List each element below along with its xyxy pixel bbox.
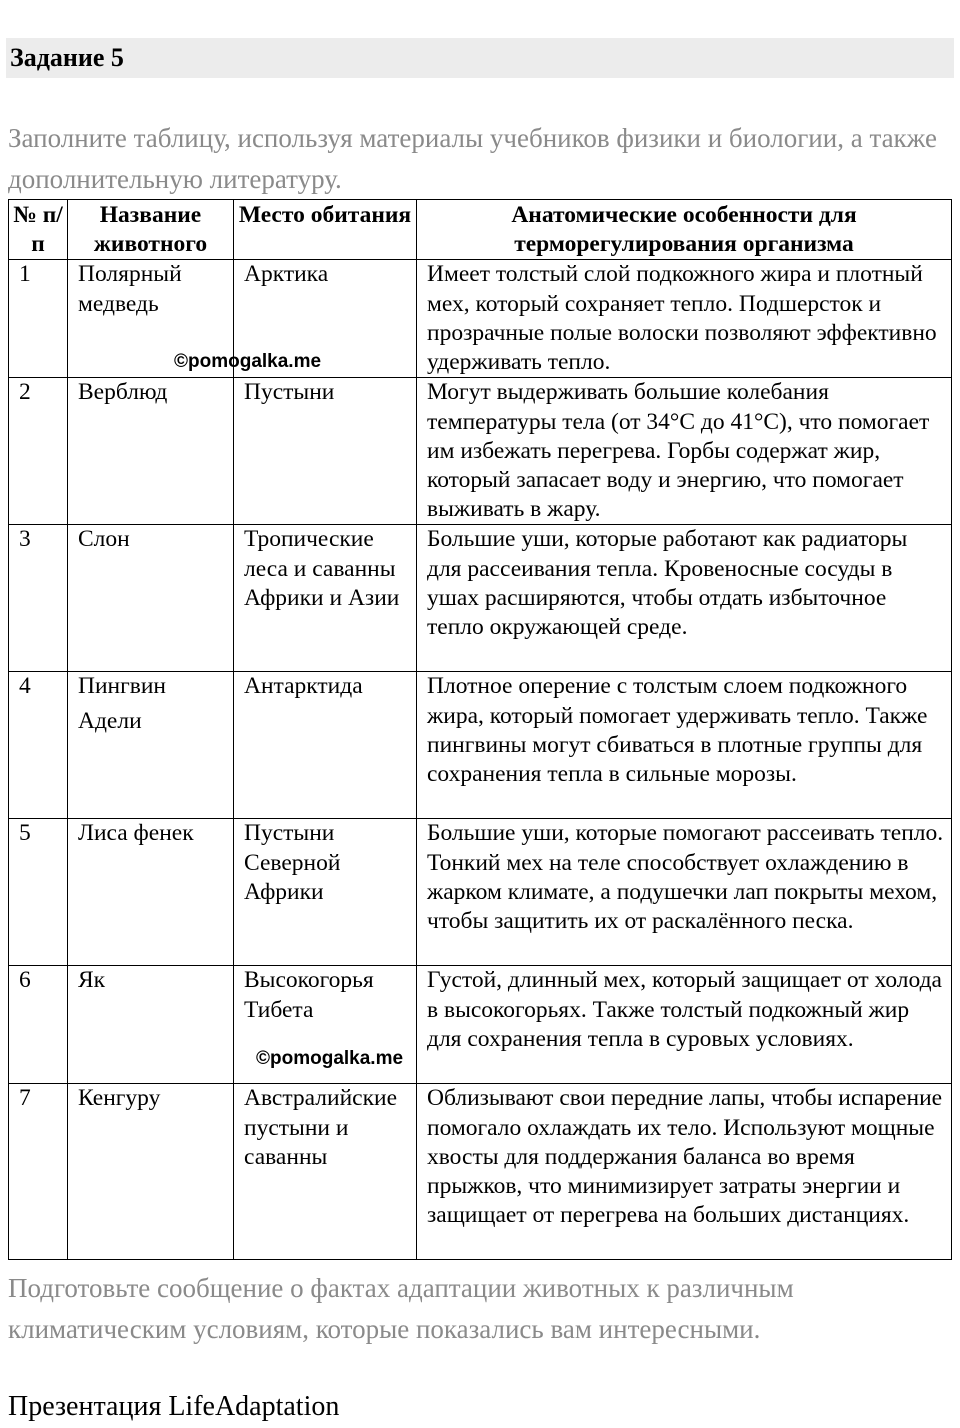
animals-table [8, 199, 952, 1260]
table-row [9, 525, 952, 672]
habitat: Пустыни Северной Африки [234, 819, 417, 966]
table-row [9, 260, 952, 378]
task-title: Задание 5 [10, 43, 124, 72]
watermark: ©pomogalka.me [174, 351, 322, 372]
habitat: Тропические леса и саванны Африки и Азии [234, 525, 417, 672]
animal-name [68, 672, 234, 819]
row-num: 7 [9, 1084, 68, 1260]
header-features: Анатомические особенности для терморегулирования организма [417, 200, 952, 260]
table-row [9, 966, 952, 1084]
header-name: Название животного [68, 200, 234, 260]
table-row [9, 672, 952, 819]
row-num: 3 [9, 525, 68, 672]
animal-name: Кенгуру [68, 1084, 234, 1260]
animal-name-line1: Пингвин [78, 673, 167, 700]
header-num: № п/п [9, 200, 68, 260]
row-num: 6 [9, 966, 68, 1084]
table-header-row [9, 200, 952, 260]
habitat: Антарктида [234, 672, 417, 819]
features: Облизывают свои передние лапы, чтобы испарение помогало охлаждать их тело. Используют мощные хвосты для поддержания баланса во время прыжков, что минимизирует затраты энергии и защищает от перегрева на больших дистанциях. [417, 1084, 952, 1260]
table-row [9, 1084, 952, 1260]
animal-name: Як [68, 966, 234, 1084]
animal-name-line2: Адели [78, 707, 142, 734]
table-row [9, 378, 952, 525]
features: Большие уши, которые помогают рассеивать тепло. Тонкий мех на теле способствует охлаждению в жарком климате, а подушечки лап покрыты мехом, чтобы защитить их от раскалённого песка. [417, 819, 952, 966]
table-row [9, 819, 952, 966]
watermark: ©pomogalka.me [256, 1048, 404, 1069]
row-num: 5 [9, 819, 68, 966]
presentation-label: Презентация LifeAdaptation [8, 1391, 340, 1422]
row-num: 1 [9, 260, 68, 378]
animal-name: Верблюд [68, 378, 234, 525]
row-num: 4 [9, 672, 68, 819]
animal-name: Полярный медведь [68, 260, 234, 378]
habitat: Пустыни [234, 378, 417, 525]
features: Большие уши, которые работают как радиаторы для рассеивания тепла. Кровеносные сосуды в ушах расширяются, чтобы отдать избыточное тепло окружающей среде. [417, 525, 952, 672]
animal-name: Лиса фенек [68, 819, 234, 966]
features: Густой, длинный мех, который защищает от холода в высокогорьях. Также толстый подкожный жир для сохранения тепла в суровых условиях. [417, 966, 952, 1084]
features: Плотное оперение с толстым слоем подкожного жира, который помогает удерживать тепло. Также пингвины могут сбиваться в плотные группы для сохранения тепла в сильные морозы. [417, 672, 952, 819]
animal-name: Слон [68, 525, 234, 672]
habitat: Высокогорья Тибета [234, 966, 417, 1084]
features: Имеет толстый слой подкожного жира и плотный мех, который сохраняет тепло. Подшерсток и прозрачные полые волоски позволяют эффективно удерживать тепло. [417, 260, 952, 378]
intro-text: Заполните таблицу, используя материалы учебников физики и биологии, а также дополнительную литературу. [8, 123, 937, 194]
row-num: 2 [9, 378, 68, 525]
habitat: Австралийские пустыни и саванны [234, 1084, 417, 1260]
header-habitat: Место обитания [234, 200, 417, 260]
outro-text: Подготовьте сообщение о фактах адаптации животных к различным климатическим условиям, которые показались вам интересными. [8, 1273, 794, 1344]
task-header [6, 38, 954, 78]
features: Могут выдерживать большие колебания температуры тела (от 34°C до 41°C), что помогает им избежать перегрева. Горбы содержат жир, который запасает воду и энергию, что помогает выживать в жару. [417, 378, 952, 525]
habitat: Арктика [234, 260, 417, 378]
